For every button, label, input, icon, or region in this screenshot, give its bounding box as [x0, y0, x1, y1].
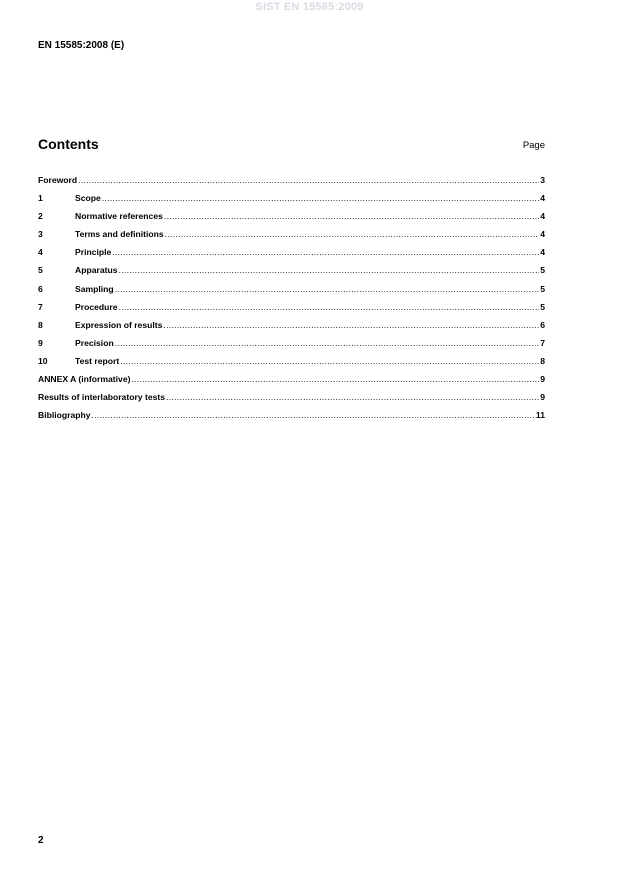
- toc-entry[interactable]: [38, 356, 545, 374]
- toc-entry-page: 5: [540, 265, 545, 276]
- toc-dot-leader: [92, 410, 535, 420]
- toc-entry[interactable]: [38, 374, 545, 392]
- toc-entry-page: 7: [540, 337, 545, 348]
- toc-entry-number: 1: [38, 193, 43, 204]
- toc-entry-page: 9: [540, 374, 545, 385]
- toc-dot-leader: [102, 193, 539, 203]
- contents-heading: Contents: [38, 136, 99, 152]
- toc-entry[interactable]: [38, 392, 545, 410]
- toc-entry-page: 4: [540, 247, 545, 258]
- toc-entry-number: 8: [38, 319, 43, 330]
- toc-dot-leader: [119, 265, 540, 275]
- toc-dot-leader: [165, 229, 540, 239]
- toc-entry[interactable]: [38, 338, 545, 356]
- toc-entry-title: Test report: [75, 355, 120, 366]
- toc-entry-title: Precision: [75, 337, 114, 348]
- toc-entry-number: 7: [38, 301, 43, 312]
- toc-dot-leader: [119, 302, 540, 312]
- toc-entry[interactable]: [38, 211, 545, 229]
- toc-entry-title: Normative references: [75, 211, 163, 222]
- toc-entry-title: Terms and definitions: [75, 229, 164, 240]
- toc-entry-title: Principle: [75, 247, 112, 258]
- watermark: SIST EN 15585:2009: [255, 1, 364, 13]
- toc-entry[interactable]: [38, 175, 545, 193]
- toc-entry-number: 3: [38, 229, 43, 240]
- toc-entry-page: 5: [540, 301, 545, 312]
- toc-entry-title: Apparatus: [75, 265, 118, 276]
- toc-entry[interactable]: [38, 302, 545, 320]
- toc-entry-title: Foreword: [38, 175, 78, 185]
- toc-entry[interactable]: [38, 320, 545, 338]
- toc-dot-leader: [112, 247, 539, 257]
- toc-dot-leader: [115, 338, 540, 348]
- toc-entry-page: 5: [540, 283, 545, 294]
- toc-entry-title: Expression of results: [75, 319, 163, 330]
- toc-entry-page: 11: [535, 410, 545, 421]
- toc-entry-page: 4: [540, 193, 545, 204]
- toc-entry-page: 6: [540, 319, 545, 330]
- toc-entry-title: Procedure: [75, 301, 118, 312]
- toc-entry-number: 6: [38, 283, 43, 294]
- toc-entry[interactable]: [38, 265, 545, 283]
- toc-dot-leader: [163, 320, 539, 330]
- toc-entry-title: Results of interlaboratory tests: [38, 392, 166, 403]
- toc-dot-leader: [115, 284, 540, 294]
- toc-entry-title: ANNEX A (informative): [38, 374, 131, 385]
- toc-entry-page: 9: [540, 392, 545, 403]
- toc-entry-number: 10: [38, 355, 48, 366]
- toc-dot-leader: [131, 374, 539, 384]
- toc-entry-page: 4: [540, 229, 545, 240]
- table-of-contents: [38, 175, 545, 428]
- toc-entry[interactable]: [38, 284, 545, 302]
- toc-entry-page: 4: [540, 211, 545, 222]
- toc-entry[interactable]: [38, 193, 545, 211]
- toc-entry-title: Sampling: [75, 283, 114, 294]
- toc-entry-number: 4: [38, 247, 43, 258]
- toc-entry[interactable]: [38, 410, 545, 428]
- toc-dot-leader: [78, 175, 539, 185]
- toc-dot-leader: [120, 356, 539, 366]
- toc-entry-number: 9: [38, 337, 43, 348]
- toc-dot-leader: [166, 392, 539, 402]
- page-number: 2: [38, 835, 44, 846]
- toc-entry-number: 5: [38, 265, 43, 276]
- toc-entry-page: 3: [540, 175, 545, 185]
- toc-entry-number: 2: [38, 211, 43, 222]
- toc-entry[interactable]: [38, 229, 545, 247]
- toc-entry[interactable]: [38, 247, 545, 265]
- toc-dot-leader: [164, 211, 539, 221]
- toc-entry-page: 8: [540, 355, 545, 366]
- page-column-heading: Page: [522, 140, 545, 151]
- document-id: EN 15585:2008 (E): [38, 40, 125, 51]
- toc-entry-title: Bibliography: [38, 410, 91, 421]
- toc-entry-title: Scope: [75, 193, 101, 204]
